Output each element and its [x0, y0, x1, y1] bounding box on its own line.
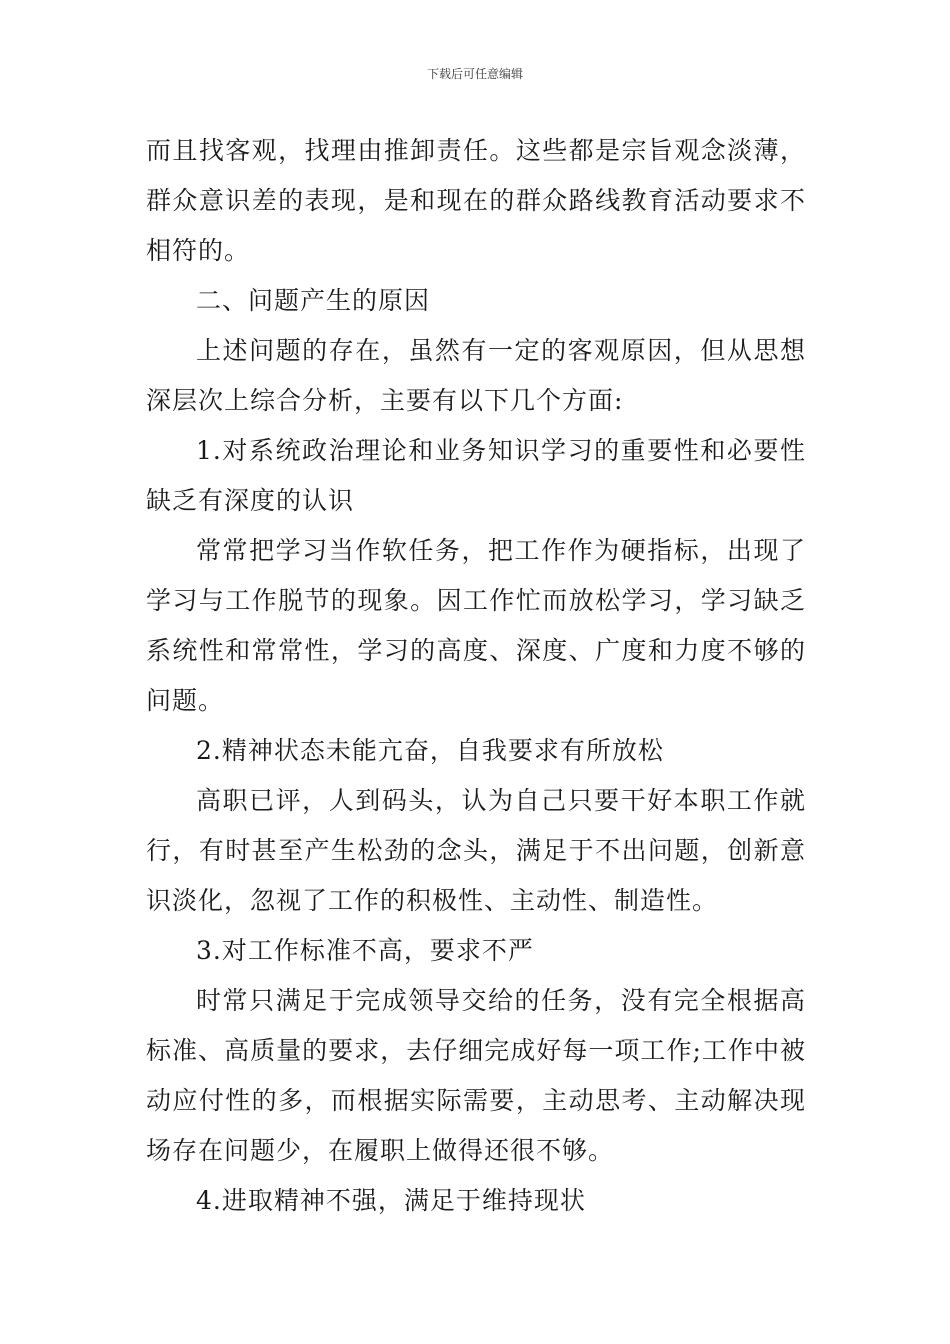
subheading-3: 3.对工作标准不高，要求不严	[196, 936, 534, 965]
section-heading-causes: 二、问题产生的原因	[196, 286, 431, 315]
paragraph-1: 常常把学习当作软任务，把工作作为硬指标，出现了学习与工作脱节的现象。因工作忙而放松学习，学习缺乏系统性和常常性，学习的高度、深度、广度和力度不够的问题。	[146, 536, 806, 715]
subheading-4: 4.进取精神不强，满足于维持现状	[196, 1186, 586, 1215]
subheading-1: 1.对系统政治理论和业务知识学习的重要性和必要性缺乏有深度的认识	[146, 436, 806, 515]
paragraph-intro: 上述问题的存在，虽然有一定的客观原因，但从思想深层次上综合分析，主要有以下几个方面:	[146, 336, 806, 415]
page-header-note: 下载后可任意编辑	[426, 67, 523, 81]
paragraph-3: 时常只满足于完成领导交给的任务，没有完全根据高标准、高质量的要求，去仔细完成好每一项工作;工作中被动应付性的多，而根据实际需要，主动思考、主动解决现场存在问题少，在履职上做得还很不够。	[146, 986, 806, 1165]
document-body	[146, 126, 806, 1226]
paragraph-2: 高职已评，人到码头，认为自己只要干好本职工作就行，有时甚至产生松劲的念头，满足于不出问题，创新意识淡化，忽视了工作的积极性、主动性、制造性。	[146, 786, 806, 915]
paragraph-continuation: 而且找客观，找理由推卸责任。这些都是宗旨观念淡薄，群众意识差的表现，是和现在的群众路线教育活动要求不相符的。	[146, 136, 806, 265]
subheading-2: 2.精神状态未能亢奋，自我要求有所放松	[196, 736, 664, 765]
